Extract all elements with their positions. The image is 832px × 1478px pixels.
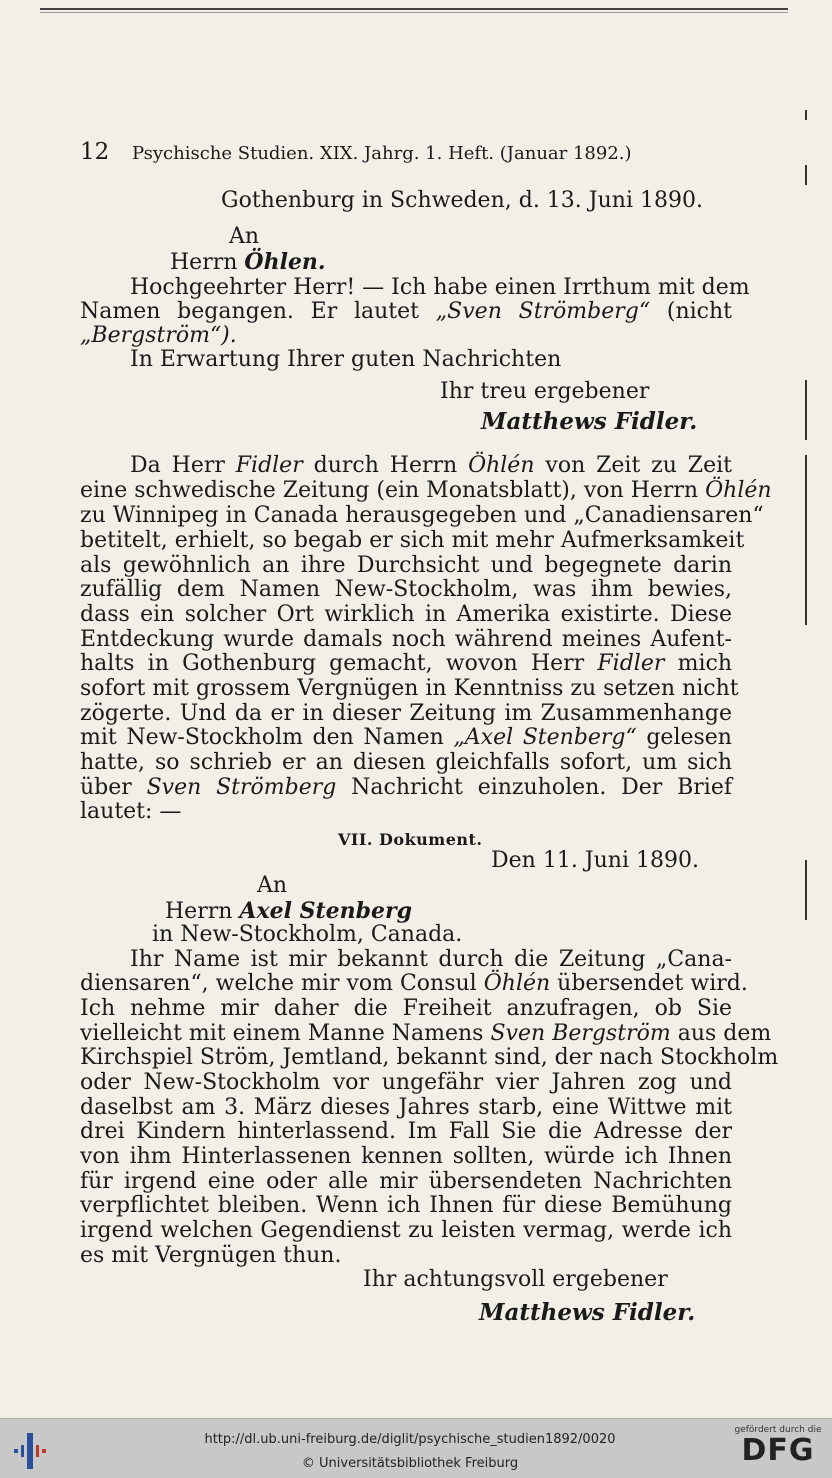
letter1-dateline: Gothenburg in Schweden, d. 13. Juni 1890.	[221, 188, 703, 213]
margin-mark	[805, 165, 807, 185]
paragraph-line: sofort mit grossem Vergnügen in Kenntniss zu setzen nicht	[80, 676, 739, 701]
margin-mark	[805, 110, 807, 120]
doc-address: Herrn Axel Stenberg	[165, 898, 413, 924]
letter1-an: An	[229, 224, 260, 249]
footer-bar	[0, 1418, 832, 1478]
copyright-text: © Universitätsbibliothek Freiburg	[301, 1456, 519, 1471]
paragraph-line: Da Herr Fidler durch Herrn Öhlén von Zeit zu Zeit	[130, 453, 732, 478]
letter1-recipient: Öhlen.	[244, 249, 326, 275]
library-logo-icon	[10, 1431, 52, 1471]
doc-dateline: Den 11. Juni 1890.	[491, 848, 699, 873]
margin-mark	[805, 380, 807, 440]
paragraph-line: betitelt, erhielt, so begab er sich mit mehr Aufmerksamkeit	[80, 528, 745, 553]
doc-place: in New-Stockholm, Canada.	[152, 922, 463, 947]
paragraph-line: halts in Gothenburg gemacht, wovon Herr Fidler mich	[80, 651, 732, 676]
letter1-line: Hochgeehrter Herr! — Ich habe einen Irrthum mit dem	[130, 275, 750, 300]
doc-signature: Matthews Fidler.	[479, 1299, 696, 1326]
source-url-link[interactable]: http://dl.ub.uni-freiburg.de/diglit/psychische_studien1892/0020	[204, 1432, 616, 1447]
doc-line: Kirchspiel Ström, Jemtland, bekannt sind, der nach Stockholm	[80, 1045, 779, 1070]
doc-line: für irgend eine oder alle mir übersendeten Nachrichten	[80, 1169, 732, 1194]
paragraph-line: über Sven Strömberg Nachricht einzuholen. Der Brief	[80, 775, 732, 800]
doc-line: daselbst am 3. März dieses Jahres starb, eine Wittwe mit	[80, 1095, 732, 1120]
doc-line: irgend welchen Gegendienst zu leisten vermag, werde ich	[80, 1218, 732, 1243]
section-heading: VII. Dokument.	[338, 830, 483, 849]
letter1-closing: Ihr treu ergebener	[440, 379, 650, 404]
doc-line: Ihr Name ist mir bekannt durch die Zeitung „Cana-	[130, 947, 732, 972]
letter1-line: „Bergström“).	[80, 323, 237, 348]
letter1-address: Herrn Öhlen.	[170, 249, 326, 275]
paragraph-line: hatte, so schrieb er an diesen gleichfalls sofort, um sich	[80, 750, 732, 775]
paragraph-line: zögerte. Und da er in dieser Zeitung im Zusammenhange	[80, 701, 732, 726]
doc-line: diensaren“, welche mir vom Consul Öhlén übersendet wird.	[80, 971, 748, 996]
paragraph-line: lautet: —	[80, 799, 182, 824]
doc-an: An	[257, 873, 288, 898]
page-edge-rule	[40, 8, 788, 14]
doc-line: verpflichtet bleiben. Wenn ich Ihnen für diese Bemühung	[80, 1193, 732, 1218]
paragraph-line: zufällig dem Namen New-Stockholm, was ihm bewies,	[80, 577, 732, 602]
doc-closing: Ihr achtungsvoll ergebener	[363, 1267, 668, 1292]
doc-line: Ich nehme mir daher die Freiheit anzufragen, ob Sie	[80, 996, 732, 1021]
doc-line: es mit Vergnügen thun.	[80, 1243, 342, 1268]
paragraph-line: eine schwedische Zeitung (ein Monatsblatt), von Herrn Öhlén	[80, 478, 772, 503]
paragraph-line: mit New-Stockholm den Namen „Axel Stenberg“ gelesen	[80, 725, 732, 750]
doc-line: drei Kindern hinterlassend. Im Fall Sie die Adresse der	[80, 1119, 732, 1144]
page-number: 12	[80, 139, 110, 165]
doc-line: von ihm Hinterlassenen kennen sollten, würde ich Ihnen	[80, 1144, 732, 1169]
paragraph-line: zu Winnipeg in Canada herausgegeben und „Canadiensaren“	[80, 503, 764, 528]
paragraph-line: dass ein solcher Ort wirklich in Amerika existirte. Diese	[80, 602, 732, 627]
paragraph-line: als gewöhnlich an ihre Durchsicht und begegnete darin	[80, 553, 732, 578]
running-title: Psychische Studien. XIX. Jahrg. 1. Heft. (Januar 1892.)	[132, 143, 632, 164]
paragraph-line: Entdeckung wurde damals noch während meines Aufent-	[80, 627, 732, 652]
letter1-line: In Erwartung Ihrer guten Nachrichten	[130, 347, 562, 372]
margin-mark	[805, 455, 807, 625]
doc-line: oder New-Stockholm vor ungefähr vier Jahren zog und	[80, 1070, 732, 1095]
doc-line: vielleicht mit einem Manne Namens Sven Bergström aus dem	[80, 1021, 772, 1046]
margin-mark	[805, 860, 807, 920]
dfg-logo: gefördert durch die DFG	[734, 1425, 822, 1468]
doc-recipient: Axel Stenberg	[239, 898, 413, 924]
letter1-line: Namen begangen. Er lautet „Sven Strömberg“ (nicht	[80, 299, 732, 324]
letter1-signature: Matthews Fidler.	[481, 408, 698, 435]
